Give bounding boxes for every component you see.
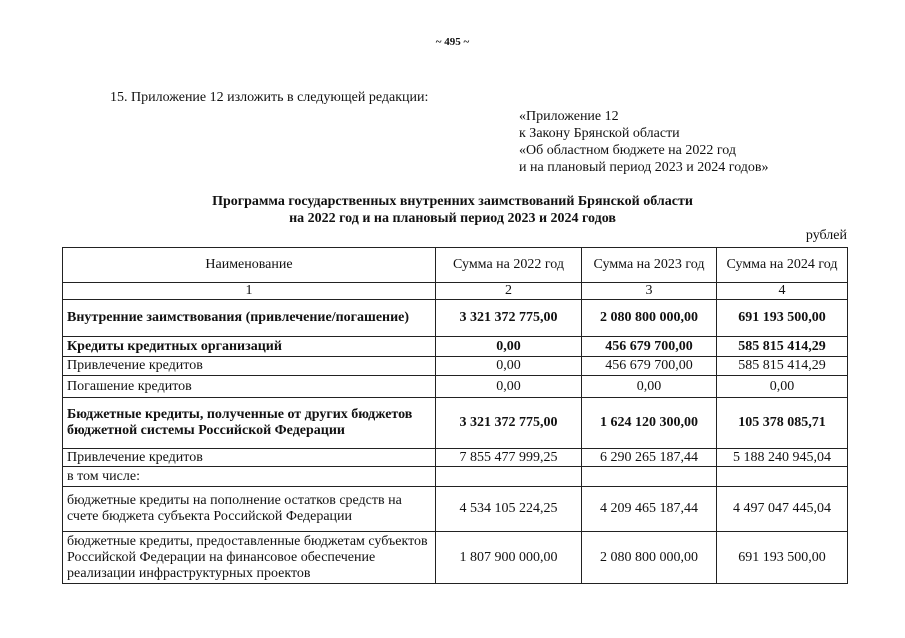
document-title [0, 193, 905, 227]
appendix-reference [519, 108, 769, 176]
value-2023: 456 679 700,00 [582, 337, 717, 357]
table-row [63, 357, 848, 376]
column-number: 4 [717, 283, 848, 300]
value-2022: 3 321 372 775,00 [436, 300, 582, 337]
value-2024: 691 193 500,00 [717, 532, 848, 584]
value-2023: 0,00 [582, 376, 717, 398]
value-2024: 691 193 500,00 [717, 300, 848, 337]
value-2023 [582, 467, 717, 487]
title-line: Программа государственных внутренних заимствований Брянской области [212, 194, 693, 209]
value-2024: 105 378 085,71 [717, 398, 848, 449]
value-2023: 2 080 800 000,00 [582, 532, 717, 584]
table-row [63, 449, 848, 467]
value-2024: 585 815 414,29 [717, 357, 848, 376]
column-number: 2 [436, 283, 582, 300]
value-2022: 0,00 [436, 337, 582, 357]
value-2023: 456 679 700,00 [582, 357, 717, 376]
table-row [63, 487, 848, 532]
table-header-row [63, 248, 848, 283]
table-row [63, 532, 848, 584]
value-2023: 6 290 265 187,44 [582, 449, 717, 467]
value-2022: 7 855 477 999,25 [436, 449, 582, 467]
column-number: 3 [582, 283, 717, 300]
value-2023: 4 209 465 187,44 [582, 487, 717, 532]
header-2023: Сумма на 2023 год [582, 248, 717, 283]
value-2023: 2 080 800 000,00 [582, 300, 717, 337]
table-row [63, 337, 848, 357]
table-row [63, 376, 848, 398]
value-2024: 5 188 240 945,04 [717, 449, 848, 467]
value-2024: 0,00 [717, 376, 848, 398]
value-2022 [436, 467, 582, 487]
value-2024: 4 497 047 445,04 [717, 487, 848, 532]
appendix-line: «Приложение 12 [519, 109, 619, 124]
row-name: бюджетные кредиты на пополнение остатков средств на счете бюджета субъекта Российской Федерации [63, 487, 436, 532]
table-row [63, 300, 848, 337]
row-name: Привлечение кредитов [63, 449, 436, 467]
row-name: Внутренние заимствования (привлечение/погашение) [63, 300, 436, 337]
value-2022: 1 807 900 000,00 [436, 532, 582, 584]
appendix-line: к Закону Брянской области [519, 126, 680, 141]
table-row [63, 467, 848, 487]
title-line: на 2022 год и на плановый период 2023 и 2024 годов [289, 211, 616, 226]
borrowing-program-table [62, 247, 848, 584]
column-numbers-row [63, 283, 848, 300]
value-2022: 0,00 [436, 357, 582, 376]
row-name: Кредиты кредитных организаций [63, 337, 436, 357]
table-row [63, 398, 848, 449]
row-name: бюджетные кредиты, предоставленные бюджетам субъектов Российской Федерации на финансовое обеспечение реализации инфраструктурных проектов [63, 532, 436, 584]
appendix-line: и на плановый период 2023 и 2024 годов» [519, 160, 769, 175]
header-2022: Сумма на 2022 год [436, 248, 582, 283]
header-2024: Сумма на 2024 год [717, 248, 848, 283]
row-name: Привлечение кредитов [63, 357, 436, 376]
value-2022: 3 321 372 775,00 [436, 398, 582, 449]
row-name: в том числе: [63, 467, 436, 487]
value-2024: 585 815 414,29 [717, 337, 848, 357]
instruction-text: 15. Приложение 12 изложить в следующей редакции: [110, 90, 429, 105]
units-label: рублей [805, 228, 847, 243]
value-2023: 1 624 120 300,00 [582, 398, 717, 449]
value-2024 [717, 467, 848, 487]
header-name: Наименование [63, 248, 436, 283]
appendix-line: «Об областном бюджете на 2022 год [519, 143, 736, 158]
page-number: ~ 495 ~ [435, 36, 470, 48]
value-2022: 4 534 105 224,25 [436, 487, 582, 532]
column-number: 1 [63, 283, 436, 300]
value-2022: 0,00 [436, 376, 582, 398]
row-name: Погашение кредитов [63, 376, 436, 398]
row-name: Бюджетные кредиты, полученные от других бюджетов бюджетной системы Российской Федерации [63, 398, 436, 449]
